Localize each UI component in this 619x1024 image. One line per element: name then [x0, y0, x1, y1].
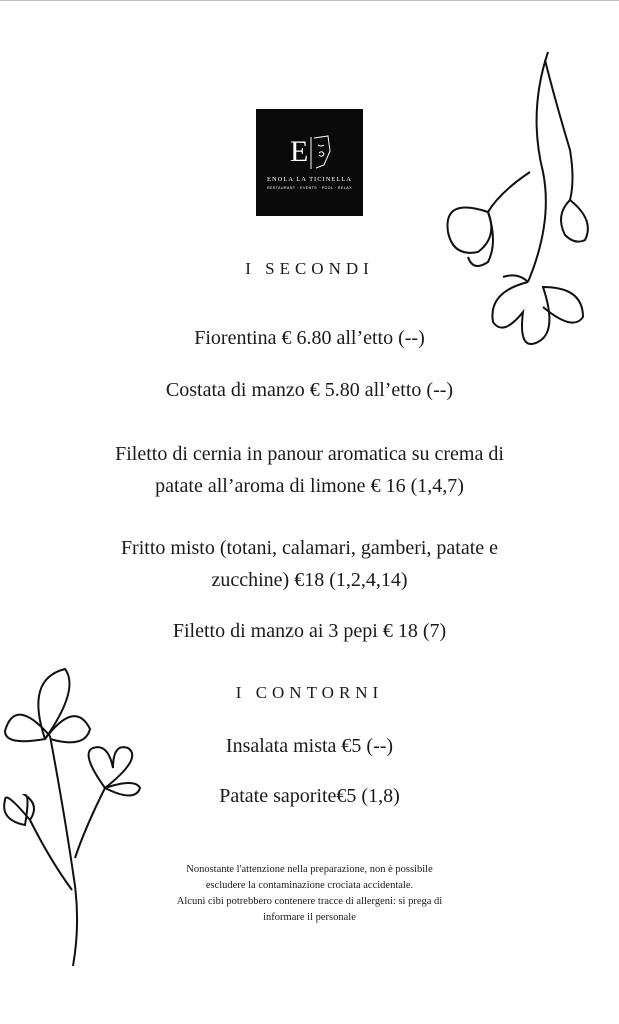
menu-item-filetto-manzo: Filetto di manzo ai 3 pepi € 18 (7)	[172, 620, 447, 642]
flower-illustration-top-right	[440, 50, 600, 360]
allergen-note	[0, 862, 619, 926]
note-line: Alcuni cibi potrebbero contenere tracce di allergeni: si prega di	[176, 896, 443, 907]
menu-item-filetto-cernia	[0, 438, 619, 502]
top-border	[0, 0, 619, 1]
logo-tagline: RESTAURANT · EVENTS · POOL · RELAX	[267, 186, 352, 190]
menu-item-patate: Patate saporite€5 (1,8)	[219, 785, 400, 807]
logo-face-icon	[310, 135, 332, 171]
menu-item-insalata: Insalata mista €5 (--)	[225, 735, 394, 757]
logo-letter: E	[290, 135, 309, 168]
menu-item-fritto-misto	[0, 532, 619, 596]
menu-item-fiorentina: Fiorentina € 6.80 all’etto (--)	[194, 327, 425, 349]
note-line: informare il personale	[263, 912, 356, 923]
menu-item-line: Fritto misto (totani, calamari, gamberi, patate e	[120, 537, 499, 559]
menu-item-costata: Costata di manzo € 5.80 all’etto (--)	[165, 379, 454, 401]
menu-item-line: Filetto di cernia in panour aromatica su crema di	[115, 443, 504, 465]
section-heading-secondi: I SECONDI	[245, 259, 374, 278]
menu-item-line: zucchine) €18 (1,2,4,14)	[211, 569, 408, 591]
section-heading-contorni: I CONTORNI	[235, 683, 384, 702]
note-line: escludere la contaminazione crociata accidentale.	[205, 880, 414, 891]
note-line: Nonostante l'attenzione nella preparazione, non è possibile	[186, 864, 433, 875]
logo-name: ENOLA LA TICINELLA	[266, 176, 353, 183]
menu-item-line: patate all’aroma di limone € 16 (1,4,7)	[155, 475, 464, 497]
restaurant-logo	[256, 109, 363, 216]
